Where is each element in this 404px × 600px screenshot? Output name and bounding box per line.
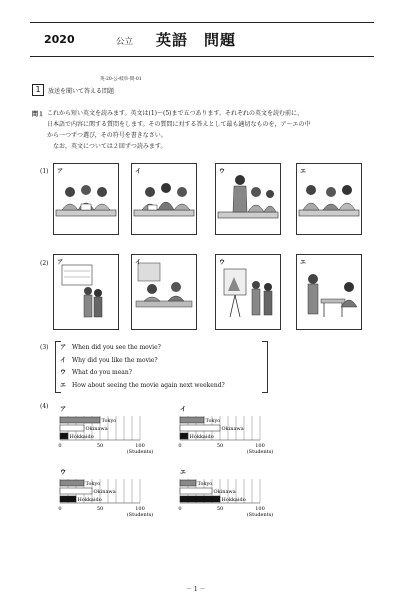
bar [60, 496, 76, 502]
choice-item [60, 342, 270, 355]
sub1-option-d-picture [296, 163, 362, 235]
choice-key: イ [60, 356, 67, 364]
choice-key: ウ [60, 369, 67, 376]
bar [180, 425, 220, 431]
question-label: 問１ [32, 111, 45, 118]
choice-item [60, 380, 270, 393]
tick-label: 50 [216, 506, 224, 512]
choice-text: When did you see the movie? [72, 344, 161, 351]
choice-item [60, 367, 270, 380]
tick-label: 0 [58, 506, 62, 512]
option-label: イ [135, 259, 142, 266]
tick-label: 0 [178, 443, 182, 449]
problem-code: 英-20-公-岐阜-問-01 [100, 77, 142, 82]
bar [60, 425, 84, 431]
sub3-label: (3) [40, 344, 49, 351]
sub2-option-a-picture [53, 254, 119, 330]
sub1-label: (1) [40, 168, 49, 175]
bar-label: Tokyo [205, 418, 221, 424]
bar [180, 496, 220, 502]
option-label: ア [57, 168, 64, 175]
bar [60, 433, 68, 439]
chart-option-label: ウ [60, 469, 67, 476]
tick-label: 0 [58, 443, 62, 449]
sub2-option-d-picture [296, 254, 362, 330]
bar [60, 480, 84, 486]
tick-label: 0 [178, 506, 182, 512]
bar-label: Okinawa [93, 489, 116, 495]
section-number: 1 [32, 84, 44, 96]
choice-item [60, 355, 270, 368]
tick-label: 50 [96, 506, 104, 512]
sub2-label: (2) [40, 260, 49, 267]
bar-label: Tokyo [197, 481, 213, 487]
instruction-line: なお，英文については２回ずつ読みます。 [53, 143, 167, 150]
bar-label: Hokkaido [189, 434, 214, 440]
x-axis-label: (Students) [246, 449, 274, 455]
bar-label: Okinawa [85, 426, 108, 432]
bar-label: Tokyo [101, 418, 117, 424]
bar-label: Hokkaido [221, 497, 246, 503]
bar-label: Tokyo [85, 481, 101, 487]
sub1-option-a-picture [53, 163, 119, 235]
tick-label: 50 [96, 443, 104, 449]
sub4-chart-b [176, 404, 276, 462]
sub3-choices [60, 342, 270, 392]
sub1-option-c-picture [215, 163, 281, 235]
bar-label: Okinawa [213, 489, 236, 495]
instruction-line: から一つずつ選び，その符号を書きなさい。 [47, 132, 167, 139]
chart-option-label: エ [180, 469, 187, 476]
bar [60, 488, 92, 494]
instruction-line: 日本語で内容に関する質問をします。その質問に対する答えとして最も適切なものを，ア～エの中 [47, 121, 311, 128]
sub2-option-c-picture [215, 254, 281, 330]
tick-label: 100 [255, 443, 265, 449]
choice-text: What do you mean? [72, 369, 132, 376]
tick-label: 100 [255, 506, 265, 512]
option-label: エ [300, 259, 307, 266]
sub4-label: (4) [40, 403, 49, 410]
chart-option-label: イ [180, 406, 187, 413]
x-axis-label: (Students) [126, 512, 154, 518]
tick-label: 100 [135, 443, 145, 449]
choice-key: エ [60, 381, 67, 389]
tick-label: 50 [216, 443, 224, 449]
bar [180, 417, 204, 423]
bar [60, 417, 100, 423]
instruction-line: これから短い英文を読みます。英文は(1)～(5)まで五つあります。それぞれの英文を読む前に、 [47, 110, 304, 117]
option-label: イ [135, 168, 142, 175]
instructions [47, 108, 377, 152]
bar-label: Okinawa [221, 426, 244, 432]
chart-option-label: ア [60, 406, 67, 413]
sub4-chart-c [56, 467, 156, 525]
sub4-chart-a [56, 404, 156, 462]
choice-text: Why did you like the movie? [72, 356, 158, 364]
sub1-option-b-picture [131, 163, 197, 235]
exam-category: 公立 [116, 37, 134, 47]
section-title: 放送を聞いて答える問題 [48, 88, 115, 95]
x-axis-label: (Students) [126, 449, 154, 455]
page-number: － 1 － [186, 586, 206, 593]
sub2-option-b-picture [131, 254, 197, 330]
bar [180, 480, 196, 486]
bar-label: Hokkaido [77, 497, 102, 503]
bar-label: Hokkaido [69, 434, 94, 440]
option-label: ア [57, 259, 64, 266]
exam-year: 2020 [44, 33, 75, 46]
bar [180, 488, 212, 494]
page-title: 英語 問題 [156, 31, 237, 49]
sub4-chart-d [176, 467, 276, 525]
bar [180, 433, 188, 439]
choice-key: ア [60, 344, 67, 351]
option-label: ウ [219, 259, 226, 266]
tick-label: 100 [135, 506, 145, 512]
option-label: ウ [219, 168, 226, 175]
header-top-rule [30, 22, 374, 23]
x-axis-label: (Students) [246, 512, 274, 518]
option-label: エ [300, 168, 307, 175]
choice-text: How about seeing the movie again next weekend? [72, 381, 225, 389]
header-bottom-rule [30, 56, 374, 57]
